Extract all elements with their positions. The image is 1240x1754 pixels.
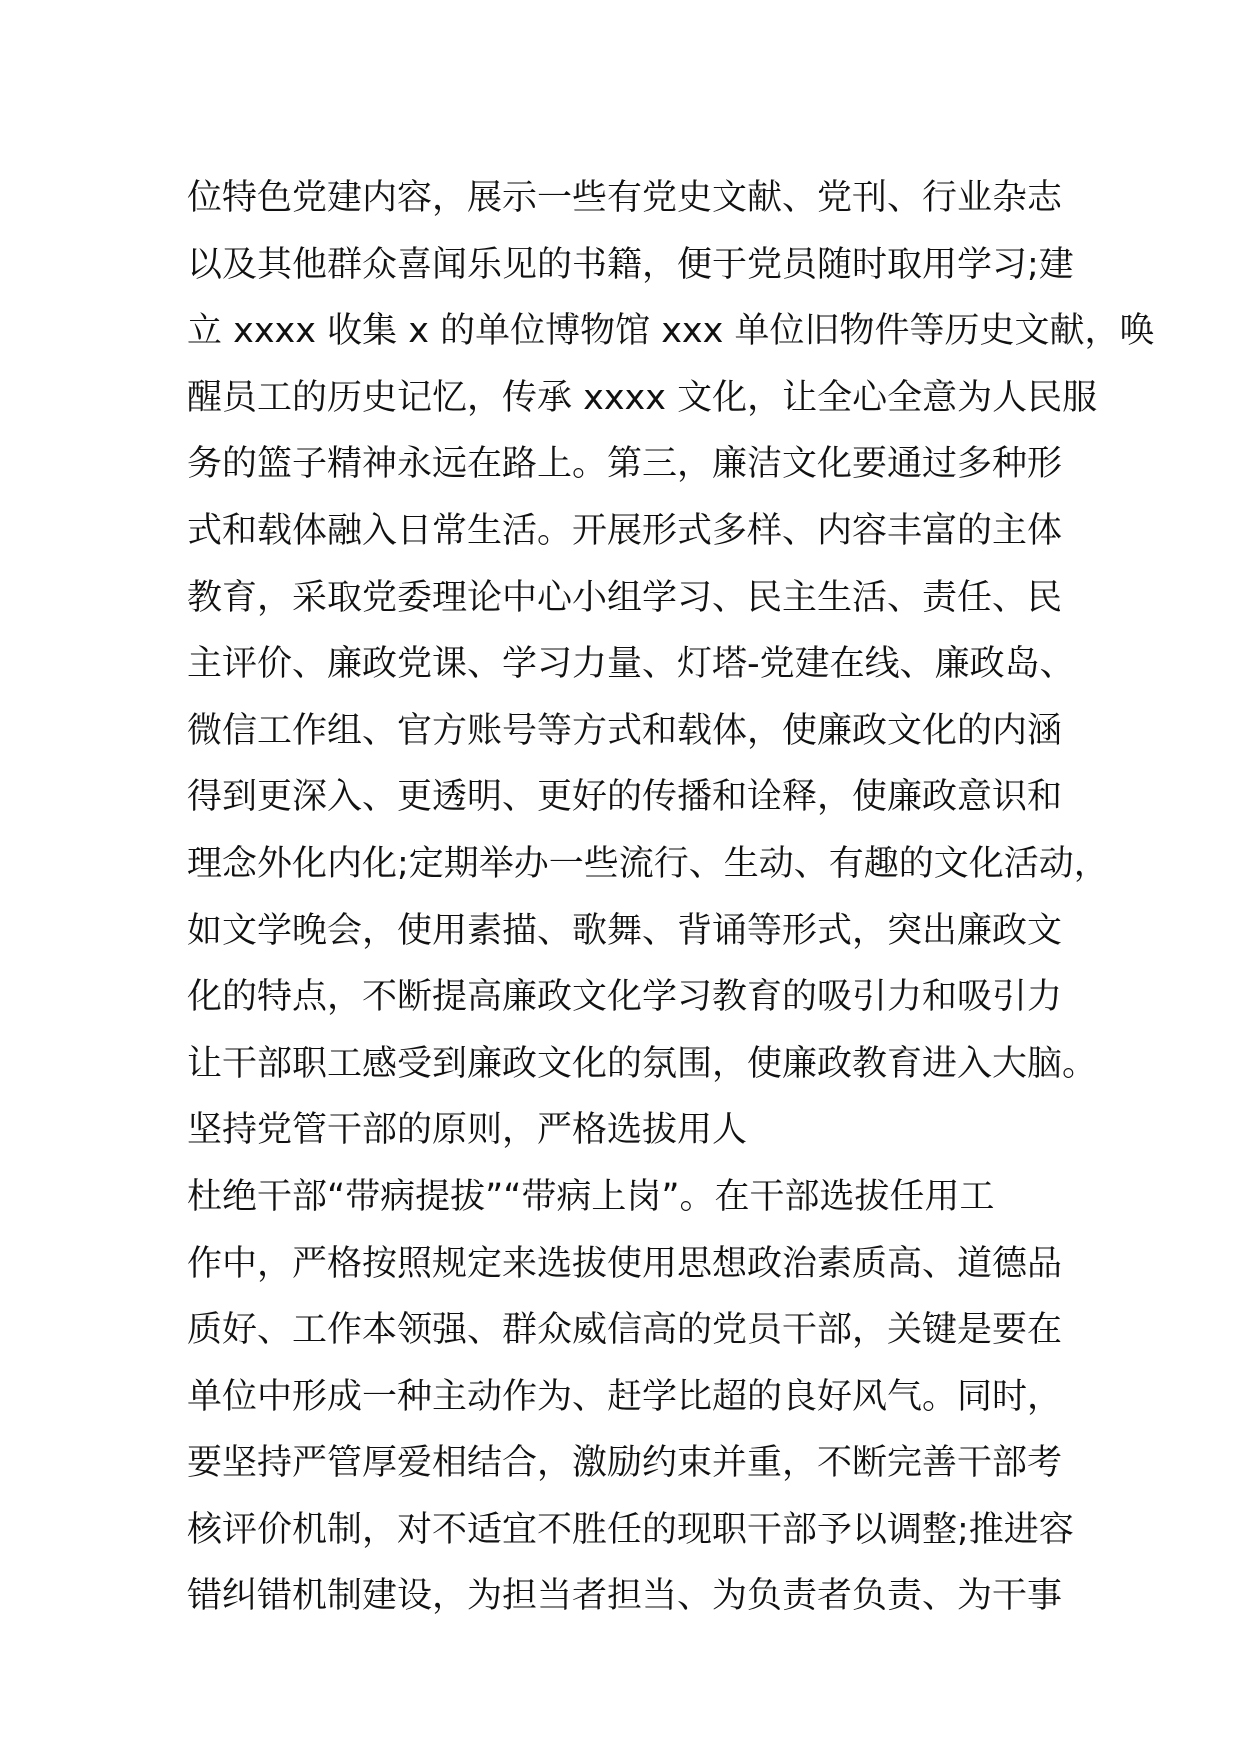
text-line: 位特色党建内容，展示一些有党史文献、党刊、行业杂志 — [187, 178, 1063, 218]
text-line: 化的特点，不断提高廉政文化学习教育的吸引力和吸引力 — [187, 977, 1063, 1018]
text-line: 核评价机制，对不适宜不胜任的现职干部予以调整;推进容 — [187, 1509, 1074, 1550]
text-line: 作中，严格按照规定来选拔使用思想政治素质高、道德品 — [187, 1243, 1063, 1284]
text-line: 要坚持严管厚爱相结合，激励约束并重，不断完善干部考 — [187, 1443, 1063, 1484]
text-line: 理念外化内化;定期举办一些流行、生动、有趣的文化活动， — [187, 843, 1109, 884]
text-line: 得到更深入、更透明、更好的传播和诠释，使廉政意识和 — [187, 777, 1063, 818]
text-line: 主评价、廉政党课、学习力量、灯塔-党建在线、廉政岛、 — [187, 644, 1075, 685]
section-heading: 坚持党管干部的原则，严格选拔用人 — [187, 1110, 748, 1151]
text-line: 错纠错机制建设，为担当者担当、为负责者负责、为干事 — [187, 1576, 1063, 1617]
text-line: 微信工作组、官方账号等方式和载体，使廉政文化的内涵 — [187, 710, 1063, 751]
body-text — [187, 165, 1155, 1630]
text-line: 杜绝干部“带病提拔”“带病上岗”。在干部选拔任用工 — [187, 1176, 995, 1217]
text-line: 立 xxxx 收集 x 的单位博物馆 xxx 单位旧物件等历史文献，唤 — [187, 311, 1155, 352]
text-line: 单位中形成一种主动作为、赶学比超的良好风气。同时， — [187, 1376, 1063, 1417]
text-line: 以及其他群众喜闻乐见的书籍，便于党员随时取用学习;建 — [187, 244, 1074, 285]
text-line: 让干部职工感受到廉政文化的氛围，使廉政教育进入大脑。 — [187, 1043, 1098, 1084]
text-line: 式和载体融入日常生活。开展形式多样、内容丰富的主体 — [187, 510, 1063, 551]
text-line: 教育，采取党委理论中心小组学习、民主生活、责任、民 — [187, 577, 1063, 618]
text-line: 醒员工的历史记忆，传承 xxxx 文化，让全心全意为人民服 — [187, 377, 1098, 418]
text-line: 务的篮子精神永远在路上。第三，廉洁文化要通过多种形 — [187, 444, 1063, 485]
text-line: 质好、工作本领强、群众威信高的党员干部，关键是要在 — [187, 1310, 1063, 1351]
text-line: 如文学晚会，使用素描、歌舞、背诵等形式，突出廉政文 — [187, 910, 1063, 951]
